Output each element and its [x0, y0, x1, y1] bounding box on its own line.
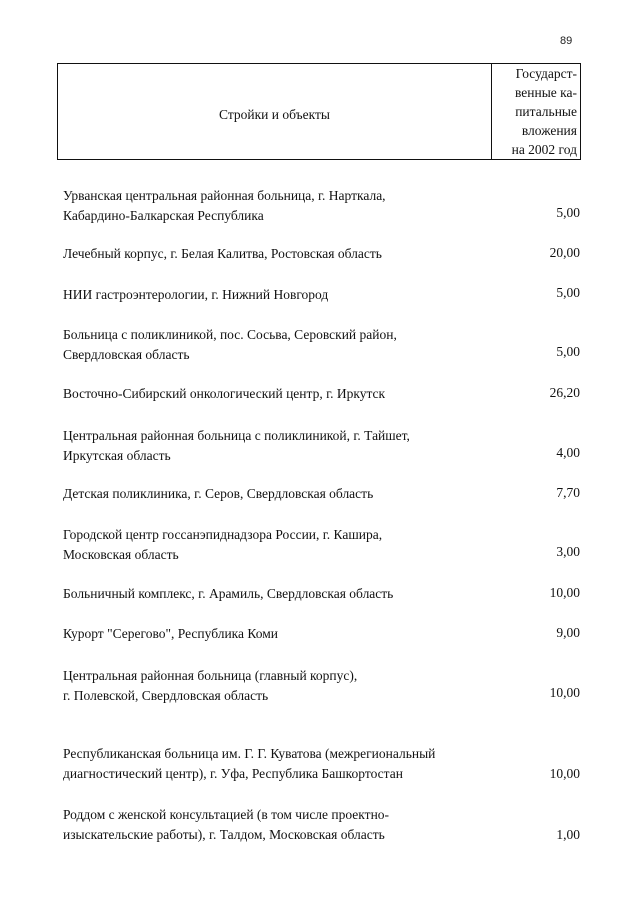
object-name-line: Восточно-Сибирский онкологический центр, г. Иркутск [63, 386, 386, 401]
table-row [63, 624, 580, 644]
page-number: 89 [560, 35, 573, 47]
object-name-line: НИИ гастроэнтерологии, г. Нижний Новгород [63, 287, 329, 302]
investment-value: 10,00 [549, 585, 580, 600]
investment-value: 3,00 [556, 544, 580, 559]
table-row [63, 666, 580, 706]
object-name-line: Роддом с женской консультацией (в том числе проектно- [63, 807, 390, 822]
investment-value: 10,00 [549, 685, 580, 700]
investment-value: 9,00 [556, 625, 580, 640]
object-name-line: Лечебный корпус, г. Белая Калитва, Ростовская область [63, 246, 382, 261]
object-name-line: Городской центр госсанэпиднадзора России, г. Кашира, [63, 527, 383, 542]
table-row [63, 384, 580, 404]
table-row [63, 584, 580, 604]
objects-column-header [58, 64, 492, 159]
table-row [63, 285, 580, 305]
investment-header-line: вложения [521, 123, 577, 138]
investment-value: 7,70 [556, 485, 580, 500]
object-name-line: г. Полевской, Свердловская область [63, 688, 269, 703]
object-name-line: Больничный комплекс, г. Арамиль, Свердловская область [63, 586, 394, 601]
object-name-line: Иркутская область [63, 448, 171, 463]
object-name-line: Курорт "Серегово", Республика Коми [63, 626, 278, 641]
object-name-line: Больница с поликлиникой, пос. Сосьва, Серовский район, [63, 327, 397, 342]
table-row [63, 525, 580, 565]
table-row [63, 484, 580, 504]
objects-column-label: Стройки и объекты [219, 106, 330, 122]
investment-value: 1,00 [556, 827, 580, 842]
investment-value: 5,00 [556, 344, 580, 359]
table-row [63, 244, 580, 264]
object-name-line: Республиканская больница им. Г. Г. Куватова (межрегиональный [63, 746, 436, 761]
table-row [63, 744, 580, 784]
investment-header-line: венные ка- [514, 85, 577, 100]
investment-header-line: Государст- [515, 66, 577, 81]
object-name-line: Центральная районная больница (главный корпус), [63, 668, 358, 683]
object-name-line: Московская область [63, 547, 179, 562]
investment-value: 20,00 [549, 245, 580, 260]
table-header [57, 63, 581, 160]
investment-value: 5,00 [556, 205, 580, 220]
table-row [63, 186, 580, 226]
object-name-line: Свердловская область [63, 347, 190, 362]
investment-value: 5,00 [556, 285, 580, 300]
table-row [63, 805, 580, 845]
investment-header-line: питальные [515, 104, 577, 119]
object-name-line: диагностический центр), г. Уфа, Республика Башкортостан [63, 766, 403, 781]
investment-value: 10,00 [549, 766, 580, 781]
object-name-line: Центральная районная больница с поликлиникой, г. Тайшет, [63, 428, 410, 443]
investment-column-header [492, 64, 580, 159]
object-name-line: Урванская центральная районная больница, г. Нарткала, [63, 188, 386, 203]
object-name-line: изыскательские работы), г. Талдом, Московская область [63, 827, 385, 842]
table-row [63, 426, 580, 466]
table-row [63, 325, 580, 365]
investment-header-line: на 2002 год [511, 142, 577, 157]
investment-value: 4,00 [556, 445, 580, 460]
investment-value: 26,20 [549, 385, 580, 400]
object-name-line: Детская поликлиника, г. Серов, Свердловская область [63, 486, 374, 501]
object-name-line: Кабардино-Балкарская Республика [63, 208, 264, 223]
